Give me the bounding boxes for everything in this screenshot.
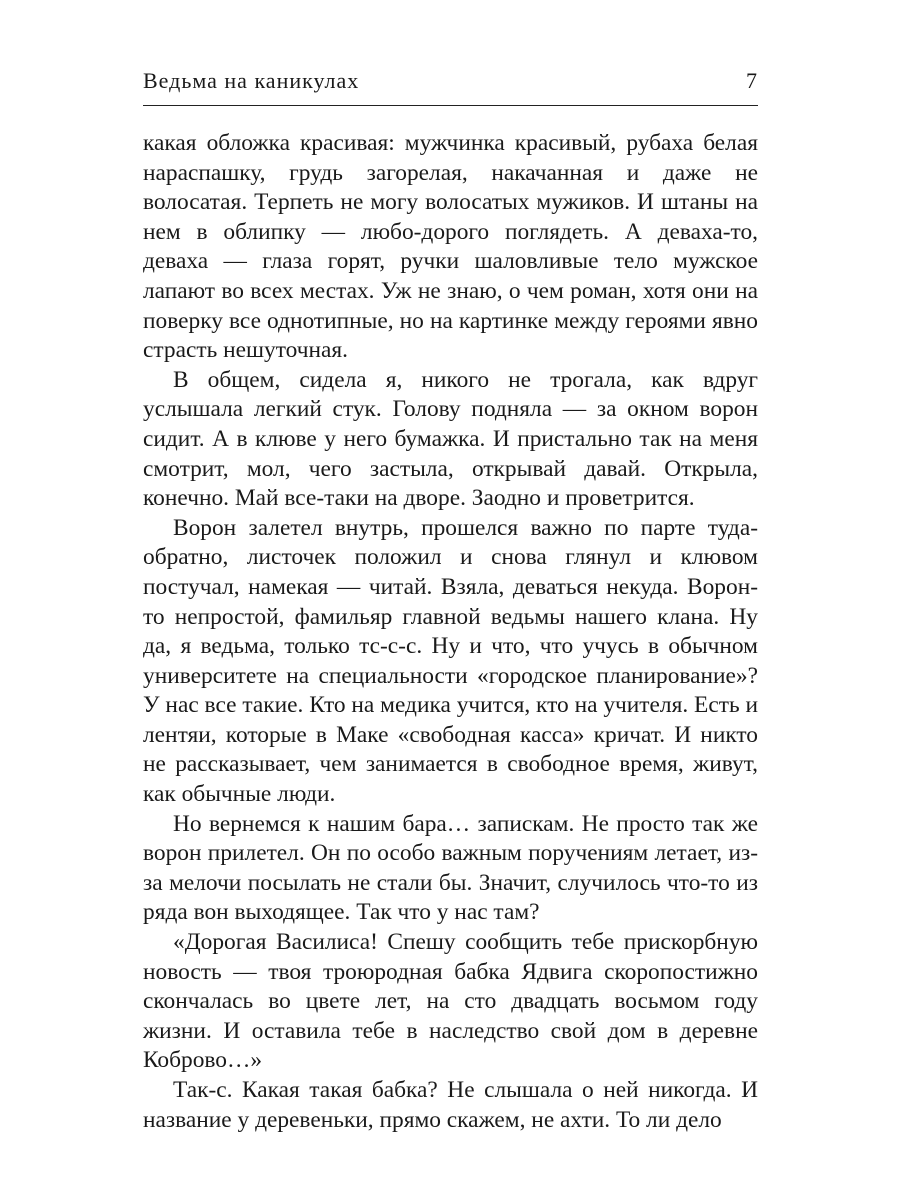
running-header xyxy=(143,68,758,94)
page-number: 7 xyxy=(746,68,758,93)
body-text xyxy=(143,129,758,1135)
running-title: Ведьма на каникулах xyxy=(143,68,360,93)
paragraph: Но вернемся к нашим бара… запискам. Не просто так же ворон прилетел. Он по особо важным поручениям летает, из-за мелочи посылать не стали бы. Значит, случилось что-то из ряда вон выходящее. Так что у нас там? xyxy=(143,810,758,926)
paragraph: В общем, сидела я, никого не трогала, как вдруг услышала легкий стук. Голову подняла — за окном ворон сидит. А в клюве у него бумажка. И пристально так на меня смотрит, мол, чего застыла, открывай давай. Открыла, конечно. Май все-таки на дворе. Заодно и проветрится. xyxy=(143,366,758,512)
paragraph: Ворон залетел внутрь, прошелся важно по парте туда-обратно, листочек положил и снова глянул и клювом постучал, намекая — читай. Взяла, деваться некуда. Ворон-то непростой, фамильяр главной ведьмы нашего клана. Ну да, я ведьма, только тс-с-с. Ну и что, что учусь в обычном университете на специальности «городское планирование»? У нас все такие. Кто на медика учится, кто на учителя. Есть и лентяи, которые в Маке «свободная касса» кричат. И никто не рассказывает, чем занимается в свободное время, живут, как обычные люди. xyxy=(143,514,758,808)
paragraph-continued: какая обложка красивая: мужчинка красивый, рубаха белая нараспашку, грудь загорелая, накачанная и даже не волосатая. Терпеть не могу волосатых мужиков. И штаны на нем в облипку — любо-дорого поглядеть. А деваха-то, деваха — глаза горят, ручки шаловливые тело мужское лапают во всех местах. Уж не знаю, о чем роман, хотя они на поверку все однотипные, но на картинке между героями явно страсть нешуточная. xyxy=(143,130,758,364)
paragraph: Так-с. Какая такая бабка? Не слышала о ней никогда. И название у деревеньки, прямо скажем, не ахти. То ли дело xyxy=(143,1077,758,1133)
paragraph-letter: «Дорогая Василиса! Спешу сообщить тебе прискорбную новость — твоя троюродная бабка Ядвига скоропостижно скончалась во цвете лет, на сто двадцать восьмом году жизни. И оставила тебе в наследство свой дом в деревне Коброво…» xyxy=(143,929,758,1074)
header-rule xyxy=(143,105,758,106)
